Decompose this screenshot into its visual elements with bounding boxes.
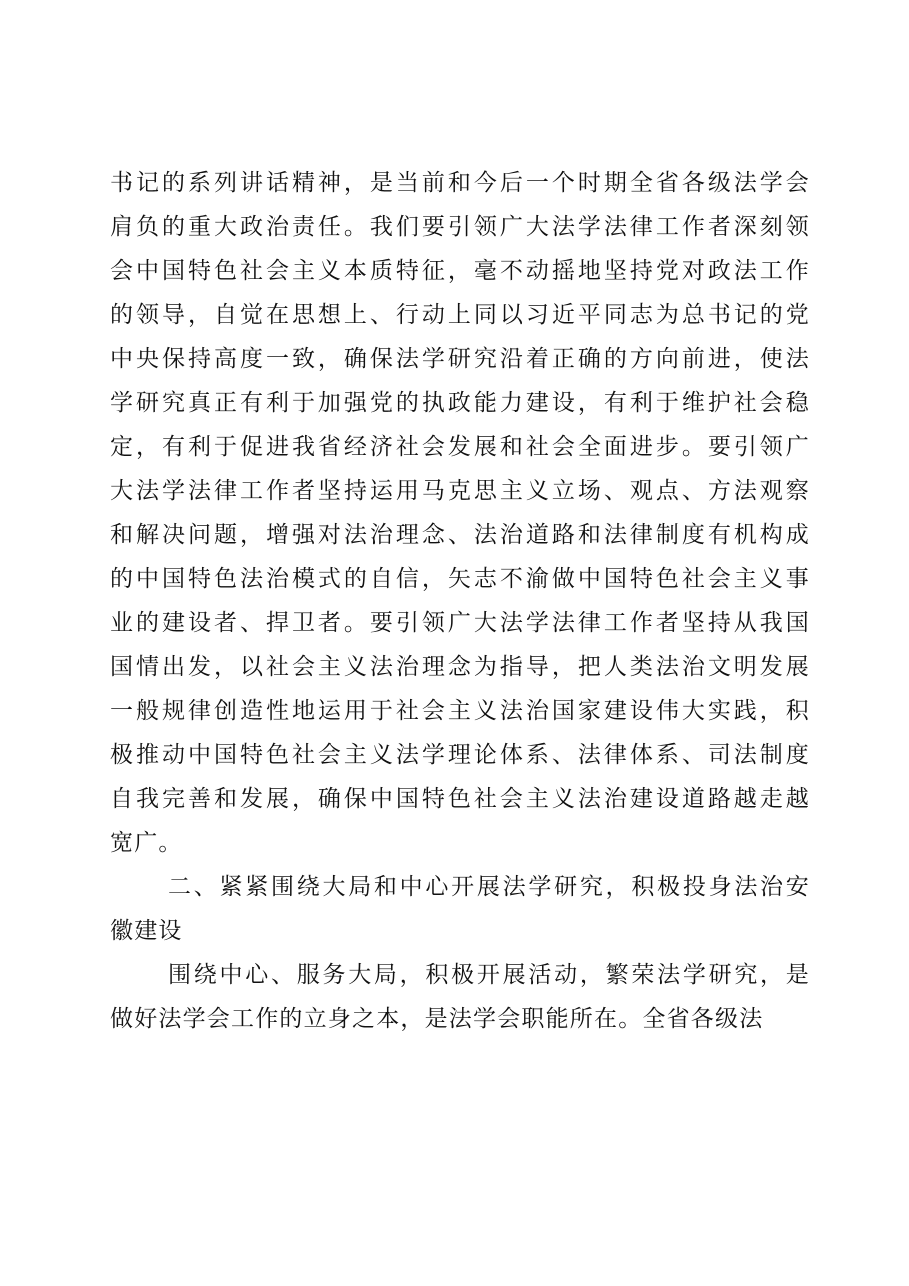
text-line: 书记的系列讲话精神，是当前和今后一个时期全省各级法学会	[110, 170, 810, 196]
text-line: 会中国特色社会主义本质特征，毫不动摇地坚持党对政法工作	[110, 258, 810, 284]
text-line: 极推动中国特色社会主义法学理论体系、法律体系、司法制度	[110, 742, 810, 768]
text-line: 国情出发，以社会主义法治理念为指导，把人类法治文明发展	[110, 654, 810, 680]
text-line: 宽广。	[110, 830, 183, 856]
text-line: 的领导，自觉在思想上、行动上同以习近平同志为总书记的党	[110, 302, 810, 328]
text-line: 做好法学会工作的立身之本，是法学会职能所在。全省各级法	[110, 1006, 764, 1032]
text-line: 徽建设	[110, 918, 183, 944]
paragraph-container	[110, 161, 810, 1041]
text-line: 自我完善和发展，确保中国特色社会主义法治建设道路越走越	[110, 786, 810, 812]
text-line: 和解决问题，增强对法治理念、法治道路和法律制度有机构成	[110, 522, 810, 548]
text-line: 的中国特色法治模式的自信，矢志不渝做中国特色社会主义事	[110, 566, 810, 592]
text-line: 围绕中心、服务大局，积极开展活动，繁荣法学研究，是	[168, 962, 810, 988]
text-line: 学研究真正有利于加强党的执政能力建设，有利于维护社会稳	[110, 390, 810, 416]
text-line: 中央保持高度一致，确保法学研究沿着正确的方向前进，使法	[110, 346, 810, 372]
text-line: 大法学法律工作者坚持运用马克思主义立场、观点、方法观察	[110, 478, 810, 504]
body-paragraph	[110, 161, 810, 865]
text-line: 一般规律创造性地运用于社会主义法治国家建设伟大实践，积	[110, 698, 810, 724]
text-line: 肩负的重大政治责任。我们要引领广大法学法律工作者深刻领	[110, 214, 810, 240]
text-line: 二、紧紧围绕大局和中心开展法学研究，积极投身法治安	[168, 874, 810, 900]
text-line: 业的建设者、捍卫者。要引领广大法学法律工作者坚持从我国	[110, 610, 810, 636]
section-heading	[110, 865, 810, 953]
document-body	[110, 161, 810, 1041]
body-paragraph	[110, 953, 810, 1041]
text-line: 定，有利于促进我省经济社会发展和社会全面进步。要引领广	[110, 434, 810, 460]
